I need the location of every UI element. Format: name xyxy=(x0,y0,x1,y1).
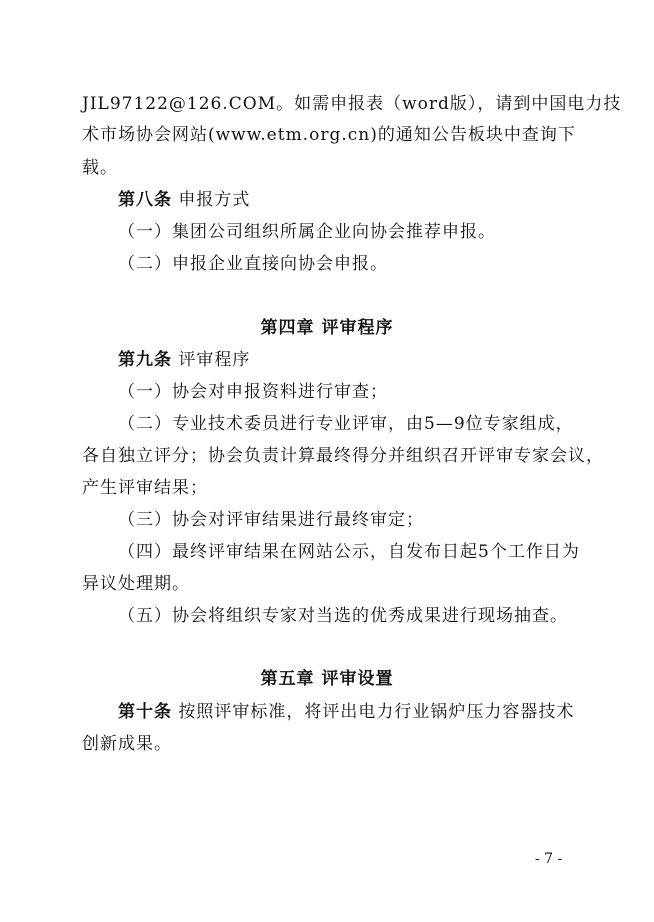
article-8-line xyxy=(118,189,654,211)
chapter-5-name: 评审设置 xyxy=(321,669,394,689)
article-9-item-3: （三）协会对评审结果进行最终审定； xyxy=(118,510,424,530)
paragraph-line: JIL97122@126.COM。如需申报表（word版），请到中国电力技 xyxy=(82,94,622,114)
article-8-heading: 申报方式 xyxy=(178,190,251,210)
page-number: - 7 - xyxy=(535,851,563,867)
article-9-line xyxy=(118,349,654,371)
article-10-title: 第十条 xyxy=(118,702,172,722)
article-8-item-1: （一）集团公司组织所属企业向协会推荐申报。 xyxy=(118,222,496,242)
chapter-5-title: 第五章 xyxy=(260,669,315,689)
article-9-item-2: （二）专业技术委员进行专业评审，由5—9位专家组成， xyxy=(118,414,574,434)
article-9-item-4: （四）最终评审结果在网站公示，自发布日起5个工作日为 xyxy=(118,542,580,562)
article-9-item-2-end: 产生评审结果； xyxy=(82,478,208,498)
article-10-line xyxy=(118,701,654,723)
article-8-title: 第八条 xyxy=(118,190,172,210)
chapter-4-title: 第四章 xyxy=(260,318,315,338)
article-9-item-2-continued: 各自独立评分；协会负责计算最终得分并组织召开评审专家会议， xyxy=(82,446,604,466)
article-9-item-5: （五）协会将组织专家对当选的优秀成果进行现场抽查。 xyxy=(118,606,568,626)
chapter-5-heading xyxy=(0,668,654,690)
chapter-4-heading xyxy=(0,317,654,339)
article-10-text-2: 创新成果。 xyxy=(82,734,172,754)
article-9-item-1: （一）协会对申报资料进行审查； xyxy=(118,382,388,402)
paragraph-line: 术市场协会网站(www.etm.org.cn)的通知公告板块中查询下 xyxy=(82,125,576,145)
article-10-text-1: 按照评审标准，将评出电力行业锅炉压力容器技术 xyxy=(178,702,575,722)
article-9-title: 第九条 xyxy=(118,350,172,370)
article-8-item-2: （二）申报企业直接向协会申报。 xyxy=(118,254,388,274)
paragraph-line: 载。 xyxy=(82,158,118,178)
article-9-item-4-end: 异议处理期。 xyxy=(82,574,190,594)
chapter-4-name: 评审程序 xyxy=(321,318,394,338)
article-9-heading: 评审程序 xyxy=(178,350,251,370)
